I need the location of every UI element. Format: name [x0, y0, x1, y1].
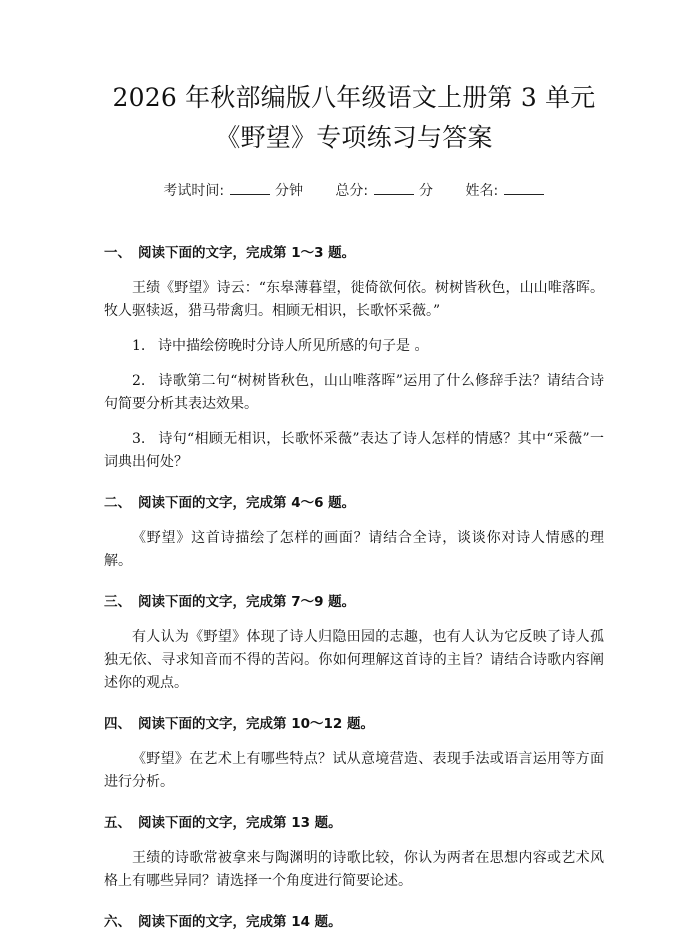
section-passage: 有人认为《野望》体现了诗人归隐田园的志趣，也有人认为它反映了诗人孤独无依、寻求知音而不得的苦闷。你如何理解这首诗的主旨？请结合诗歌内容阐述你的观点。: [104, 629, 604, 691]
section-heading-text: 阅读下面的文字，完成第 1～3 题。: [138, 245, 356, 261]
question-2: [104, 370, 604, 416]
question-3: [104, 428, 604, 474]
exam-time-unit: 分钟: [274, 183, 303, 199]
student-name-label: 姓名:: [465, 183, 499, 199]
section-heading-text: 阅读下面的文字，完成第 4～6 题。: [138, 495, 356, 511]
document-content: [104, 242, 604, 934]
section-2: [104, 492, 604, 573]
section-passage: 王绩《野望》诗云：“东皋薄暮望，徙倚欲何依。树树皆秋色，山山唯落晖。牧人驱犊返，猎马带禽归。相顾无相识，长歌怀采薇。”: [104, 280, 604, 319]
exam-time-label: 考试时间:: [163, 183, 225, 199]
section-heading: [104, 911, 604, 934]
question-number: 2.: [132, 373, 146, 389]
section-heading: [104, 242, 604, 265]
section-passage: 《野望》在艺术上有哪些特点？试从意境营造、表现手法或语言运用等方面进行分析。: [104, 751, 604, 790]
section-heading-text: 阅读下面的文字，完成第 10～12 题。: [138, 716, 374, 732]
section-heading-text: 阅读下面的文字，完成第 7～9 题。: [138, 594, 356, 610]
total-score-blank: [374, 182, 414, 195]
section-heading: [104, 492, 604, 515]
section-6: [104, 911, 604, 934]
student-name-blank: [504, 182, 544, 195]
student-name: [465, 180, 544, 200]
section-passage: 王绩的诗歌常被拿来与陶渊明的诗歌比较，你认为两者在思想内容或艺术风格上有哪些异同？请选择一个角度进行简要论述。: [104, 850, 604, 889]
question-text: 诗中描绘傍晚时分诗人所见所感的句子是 。: [158, 338, 429, 354]
section-5: [104, 812, 604, 893]
exam-time-blank: [230, 182, 270, 195]
section-number: 四、: [104, 716, 131, 732]
section-4: [104, 713, 604, 794]
section-heading-text: 阅读下面的文字，完成第 13 题。: [138, 815, 342, 831]
title-line-2: 《野望》专项练习与答案: [215, 123, 493, 152]
section-heading: [104, 591, 604, 614]
section-number: 三、: [104, 594, 131, 610]
exam-meta: [104, 180, 604, 200]
section-number: 二、: [104, 495, 131, 511]
section-3: [104, 591, 604, 695]
question-text: 诗句“相顾无相识，长歌怀采薇”表达了诗人怎样的情感？其中“采薇”一词典出何处？: [104, 431, 604, 470]
section-number: 六、: [104, 914, 131, 930]
section-heading: [104, 812, 604, 835]
document-title: [104, 78, 604, 158]
section-heading: [104, 713, 604, 736]
total-score-label: 总分:: [335, 183, 369, 199]
section-heading-text: 阅读下面的文字，完成第 14 题。: [138, 914, 342, 930]
question-number: 1.: [132, 338, 146, 354]
total-score-unit: 分: [419, 183, 434, 199]
section-passage: 《野望》这首诗描绘了怎样的画面？请结合全诗，谈谈你对诗人情感的理解。: [104, 530, 604, 569]
exam-time: [163, 180, 303, 200]
question-text: 诗歌第二句“树树皆秋色，山山唯落晖”运用了什么修辞手法？请结合诗句简要分析其表达效果。: [104, 373, 604, 412]
title-line-1: 2026 年秋部编版八年级语文上册第 3 单元: [112, 83, 596, 112]
section-number: 一、: [104, 245, 131, 261]
question-1: [104, 335, 604, 358]
section-number: 五、: [104, 815, 131, 831]
total-score: [335, 180, 433, 200]
section-1: [104, 242, 604, 474]
question-number: 3.: [132, 431, 146, 447]
